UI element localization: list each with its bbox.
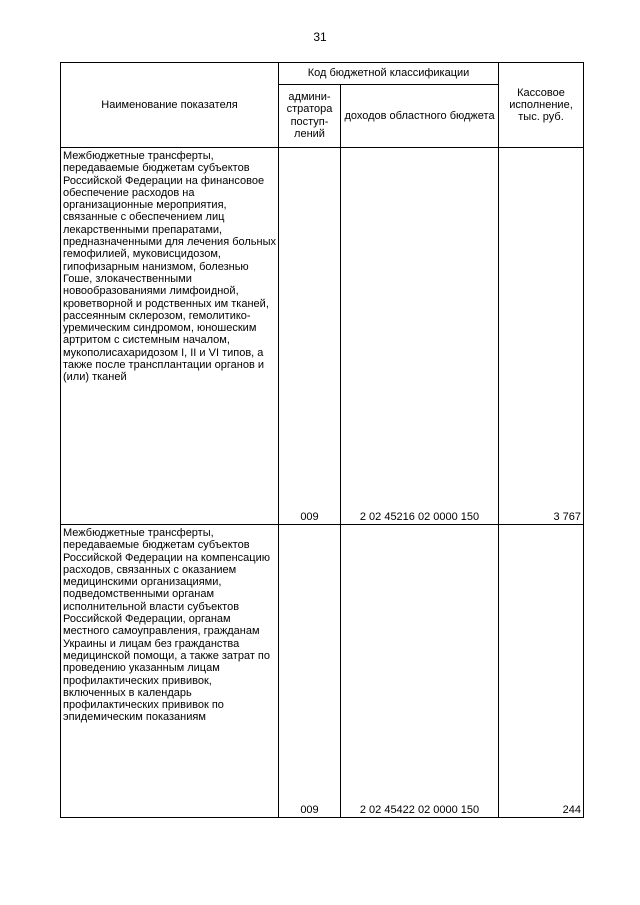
budget-table [60,62,584,818]
table-row [61,148,584,525]
row-amount: 3 767 [499,148,584,525]
row-admin-code: 009 [279,148,341,525]
row-income-code: 2 02 45422 02 0000 150 [341,525,499,818]
header-admin-text: админи-стратора поступ-лений [286,91,333,141]
row-name: Межбюджетные трансферты, передаваемые бюджетам субъектов Российской Федерации на финансовое обеспечение расходов на организационные мероприятия, связанные с обеспечением лиц лекарственными препаратами, предназначенными для лечения больных гемофилией, муковисцидозом, гипофизарным нанизмом, болезнью Гоше, злокачественными новообразованиями лимфоидной, кроветворной и родственных им тканей, рассеянным склерозом, гемолитико-уремическим синдромом, юношеским артритом с системным началом, мукополисахаридозом I, II и VI типов, а также после трансплантации органов и (или) тканей [61,148,279,525]
row-admin-code: 009 [279,525,341,818]
header-income: доходов областного бюджета [341,84,499,148]
row-name: Межбюджетные трансферты, передаваемые бюджетам субъектов Российской Федерации на компенсацию расходов, связанных с оказанием медицинскими организациями, подведомственными органам исполнительной власти субъектов Российской Федерации, органам местного самоуправления, гражданам Украины и лицам без гражданства медицинской помощи, а также затрат по проведению указанным лицам профилактических прививок, включенных в календарь профилактических прививок по эпидемическим показаниям [61,525,279,818]
header-admin [279,84,341,148]
page-number: 31 [313,30,327,44]
table-row [61,525,584,818]
row-amount: 244 [499,525,584,818]
header-name: Наименование показателя [61,63,279,148]
header-cash: Кассовое исполнение, тыс. руб. [499,63,584,148]
row-income-code: 2 02 45216 02 0000 150 [341,148,499,525]
header-code-group: Код бюджетной классификации [279,63,499,85]
